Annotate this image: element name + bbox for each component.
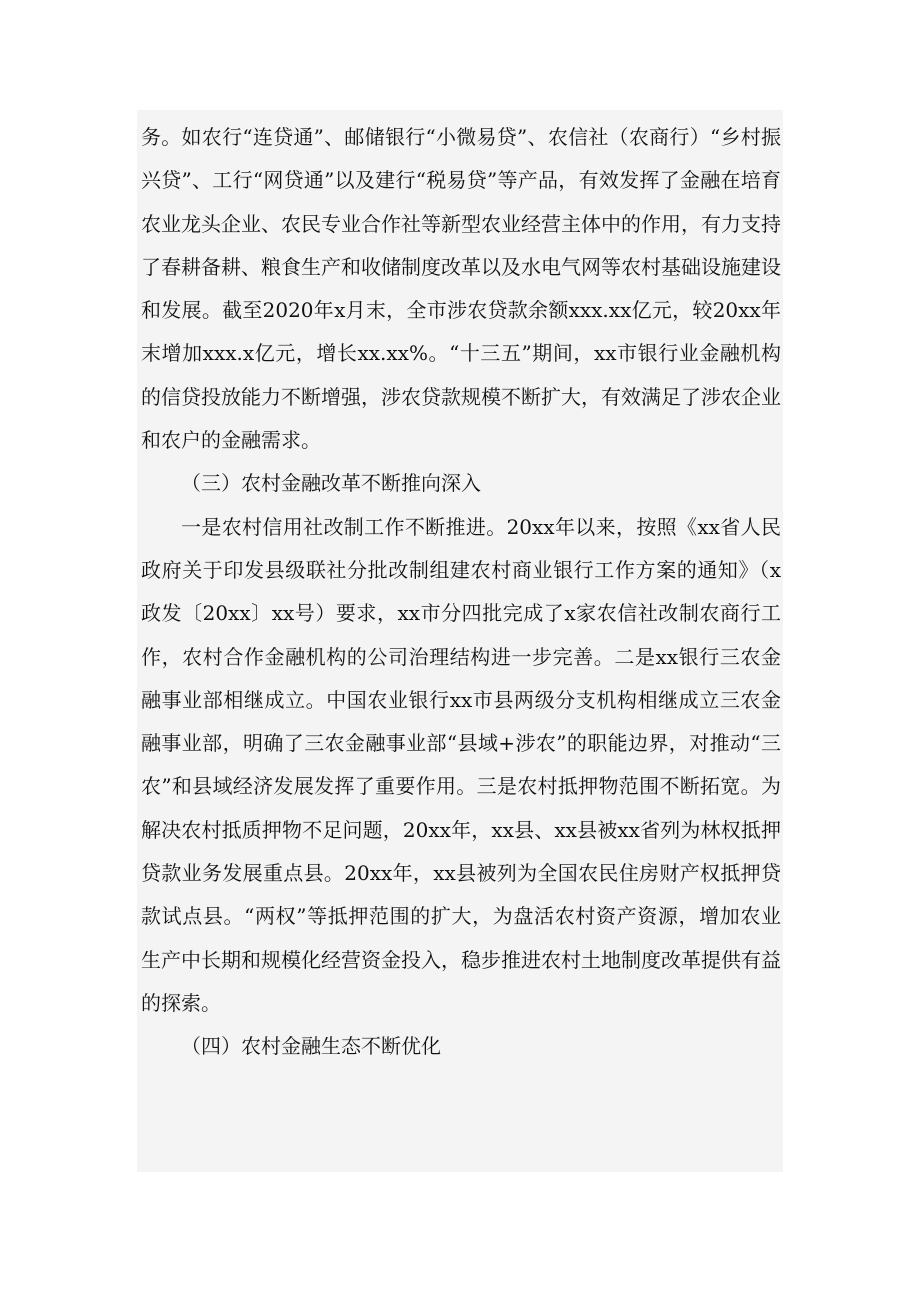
document-body	[141, 116, 781, 1069]
section-heading-4: （四）农村金融生态不断优化	[181, 1034, 441, 1059]
body-paragraph: 一是农村信用社改制工作不断推进。20xx年以来，按照《xx省人民政府关于印发县级联社分批改制组建农村商业银行工作方案的通知》（x政发〔20xx〕xx号）要求，xx市分四批完成了x家农信社改制农商行工作，农村合作金融机构的公司治理结构进一步完善。二是xx银行三农金融事业部相继成立。中国农业银行xx市县两级分支机构相继成立三农金融事业部，明确了三农金融事业部“县域+涉农”的职能边界，对推动“三农”和县域经济发展发挥了重要作用。三是农村抵押物范围不断拓宽。为解决农村抵质押物不足问题，20xx年，xx县、xx县被xx省列为林权抵押贷款业务发展重点县。20xx年，xx县被列为全国农民住房财产权抵押贷款试点县。“两权”等抵押范围的扩大，为盘活农村资产资源，增加农业生产中长期和规模化经营资金投入，稳步推进农村土地制度改革提供有益的探索。	[141, 514, 781, 1015]
section-heading-3: （三）农村金融改革不断推向深入	[181, 471, 481, 496]
body-paragraph: 务。如农行“连贷通”、邮储银行“小微易贷”、农信社（农商行）“乡村振兴贷”、工行“网贷通”以及建行“税易贷”等产品，有效发挥了金融在培育农业龙头企业、农民专业合作社等新型农业经营主体中的作用，有力支持了春耕备耕、粮食生产和收储制度改革以及水电气网等农村基础设施建设和发展。截至2020年x月末，全市涉农贷款余额xxx.xx亿元，较20xx年末增加xxx.x亿元，增长xx.xx%。“十三五”期间，xx市银行业金融机构的信贷投放能力不断增强，涉农贷款规模不断扩大，有效满足了涉农企业和农户的金融需求。	[141, 125, 781, 453]
